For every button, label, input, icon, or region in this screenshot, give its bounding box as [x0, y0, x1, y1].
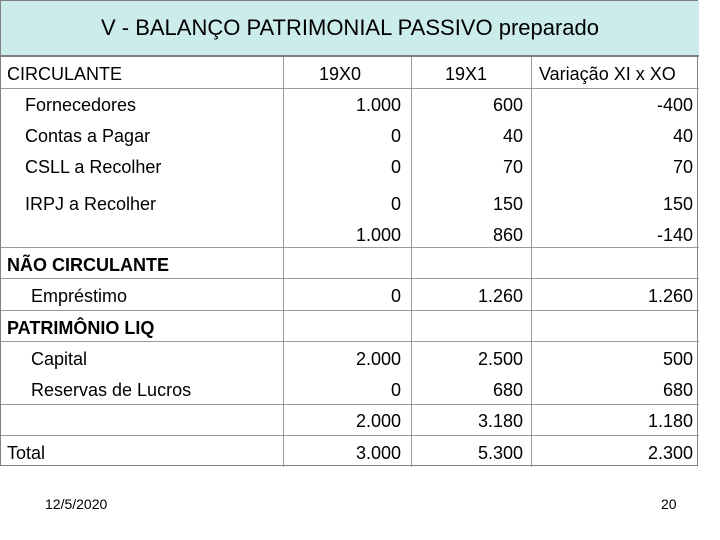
value-variacao: 500 [662, 349, 693, 369]
value-19x0: 0 [390, 157, 401, 177]
value-19x1: 40 [502, 126, 523, 146]
total-label: Total [7, 443, 46, 463]
row-label: Reservas de Lucros [31, 380, 192, 400]
section-heading-patrimonio-liq: PATRIMÔNIO LIQ [7, 318, 155, 338]
total-19x1: 5.300 [477, 443, 523, 463]
value-19x0: 1.000 [355, 95, 401, 115]
value-19x1: 2.500 [477, 349, 523, 369]
total-19x0: 3.000 [355, 443, 401, 463]
row-label: CSLL a Recolher [25, 157, 162, 177]
value-variacao: 680 [662, 380, 693, 400]
row-label: Contas a Pagar [25, 126, 151, 146]
subtotal-variacao: -140 [656, 225, 693, 245]
row-divider [1, 435, 699, 436]
section-heading-nao-circulante: NÃO CIRCULANTE [7, 255, 169, 275]
subtotal-19x0: 2.000 [355, 411, 401, 431]
column-header-variacao: Variação XI x XO [539, 64, 676, 84]
value-variacao: 150 [662, 194, 693, 214]
row-divider [1, 247, 699, 248]
value-19x0: 0 [390, 194, 401, 214]
value-variacao: -400 [656, 95, 693, 115]
value-19x1: 680 [492, 380, 523, 400]
value-variacao: 40 [672, 126, 693, 146]
value-variacao: 1.260 [647, 286, 693, 306]
value-19x1: 1.260 [477, 286, 523, 306]
section-heading-circulante: CIRCULANTE [7, 64, 123, 84]
value-19x1: 70 [502, 157, 523, 177]
column-header-19x1: 19X1 [445, 64, 488, 84]
slide-date: 12/5/2020 [45, 496, 108, 512]
table-title: V - BALANÇO PATRIMONIAL PASSIVO preparado [1, 1, 699, 57]
column-header-19x0: 19X0 [319, 64, 362, 84]
value-19x0: 0 [390, 380, 401, 400]
subtotal-19x1: 860 [492, 225, 523, 245]
column-divider [411, 57, 412, 467]
row-divider [1, 404, 699, 405]
column-divider [531, 57, 532, 467]
slide-page-number: 20 [661, 496, 677, 512]
value-variacao: 70 [672, 157, 693, 177]
value-19x0: 2.000 [355, 349, 401, 369]
value-19x1: 150 [492, 194, 523, 214]
row-divider [1, 341, 699, 342]
row-divider [1, 278, 699, 279]
subtotal-19x0: 1.000 [355, 225, 401, 245]
row-divider [1, 310, 699, 311]
row-label: Fornecedores [25, 95, 137, 115]
row-divider [1, 88, 699, 89]
value-19x0: 0 [390, 286, 401, 306]
subtotal-variacao: 1.180 [647, 411, 693, 431]
row-label: IRPJ a Recolher [25, 194, 157, 214]
total-variacao: 2.300 [647, 443, 693, 463]
column-divider [283, 57, 284, 467]
subtotal-19x1: 3.180 [477, 411, 523, 431]
row-label: Empréstimo [31, 286, 128, 306]
value-19x1: 600 [492, 95, 523, 115]
row-label: Capital [31, 349, 88, 369]
value-19x0: 0 [390, 126, 401, 146]
